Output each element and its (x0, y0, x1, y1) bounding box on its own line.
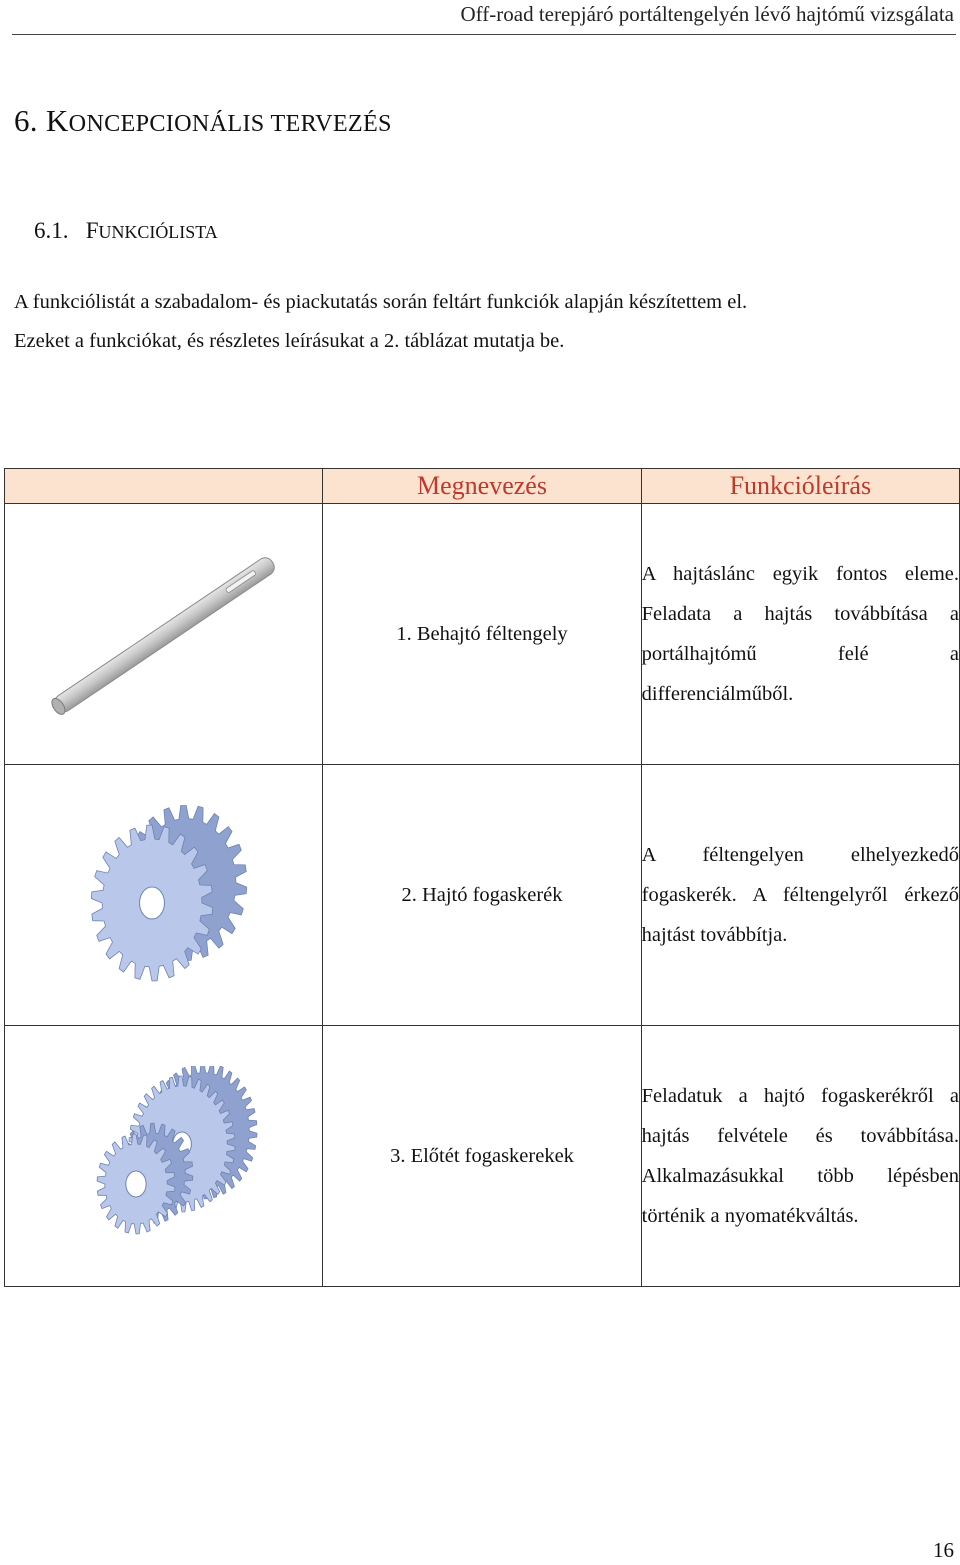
part-description-cell (641, 1026, 959, 1287)
part-description-cell (641, 504, 959, 765)
chapter-title (14, 103, 392, 139)
function-table (4, 468, 960, 1287)
section-number: 6.1. (34, 218, 69, 243)
part-name: 3. Előtét fogaskerekek (323, 1026, 641, 1287)
intro-line-1: A funkciólistát a szabadalom- és piackutatás során feltárt funkciók alapján készítettem el. (14, 291, 748, 313)
intro-paragraph (14, 283, 948, 361)
image-cell (5, 765, 323, 1026)
chapter-title-initial: K (45, 103, 69, 138)
intro-line-2: Ezeket a funkciókat, és részletes leírásukat a 2. táblázat mutatja be. (14, 330, 565, 352)
table-header-row (5, 469, 960, 504)
part-description: A hajtáslánc egyik fontos eleme. Feladata a hajtás továbbítása a portálhajtómű felé a differenciálműből. (641, 563, 959, 705)
gear-pair-icon (64, 1066, 264, 1246)
part-description: Feladatuk a hajtó fogaskerékről a hajtás felvétele és továbbítása. Alkalmazásukkal több lépésben történik a nyomatékváltás. (641, 1085, 959, 1227)
running-header: Off-road terepjáró portáltengelyén lévő hajtómű vizsgálata (460, 2, 954, 26)
header-cell-image (5, 469, 323, 504)
header-cell-name: Megnevezés (323, 469, 641, 504)
image-cell (5, 504, 323, 765)
header-cell-description: Funkcióleírás (641, 469, 959, 504)
image-cell (5, 1026, 323, 1287)
section-title-rest: UNKCIÓLISTA (98, 222, 218, 242)
part-description: A féltengelyen elhelyezkedő fogaskerék. A féltengelyről érkező hajtást továbbítja. (641, 844, 959, 946)
table-row (5, 504, 960, 765)
chapter-number: 6. (14, 103, 38, 138)
page-number: 16 (933, 1538, 954, 1562)
section-title-initial: F (85, 218, 99, 243)
header-rule (12, 34, 956, 35)
spur-gear-icon (64, 805, 264, 985)
table-row (5, 1026, 960, 1287)
spur-gear-bore (139, 887, 164, 919)
shaft-icon (44, 549, 284, 719)
chapter-title-rest: ONCEPCIONÁLIS TERVEZÉS (68, 110, 392, 137)
part-name: 1. Behajtó féltengely (323, 504, 641, 765)
part-description-cell (641, 765, 959, 1026)
section-title (34, 218, 218, 244)
table-row (5, 765, 960, 1026)
part-name: 2. Hajtó fogaskerék (323, 765, 641, 1026)
small-gear-bore (126, 1171, 146, 1197)
